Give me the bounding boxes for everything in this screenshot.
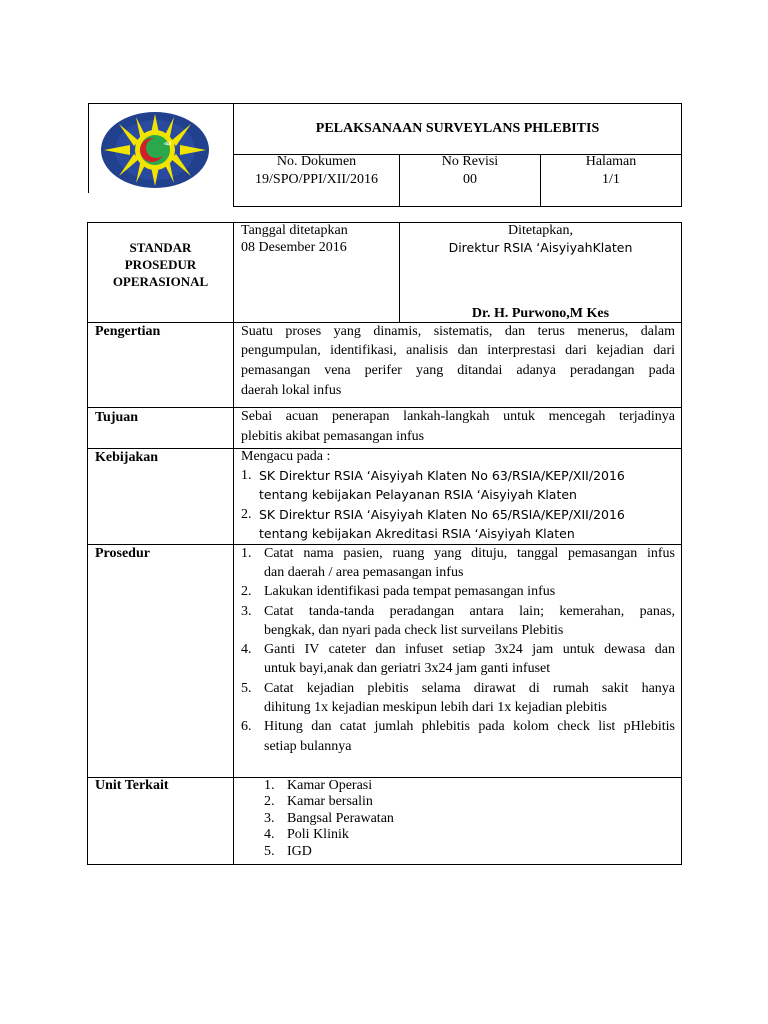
unit-item-1-text: Kamar Operasi — [287, 778, 373, 793]
prosedur-item-2-num: 2. — [241, 584, 252, 599]
unit-item-2-num: 2. — [264, 794, 275, 809]
pengertian-line-2: pengumpulan, identifikasi, analisis dan interprestasi dari kejadian dari — [241, 343, 675, 358]
approved-by-title: Direktur RSIA ‘AisyiyahKlaten — [448, 240, 633, 255]
hospital-logo — [94, 108, 220, 196]
unit-item-5-num: 5. — [264, 844, 275, 859]
kebijakan-item-1-num: 1. — [241, 468, 252, 483]
revision-label: No Revisi — [441, 154, 499, 169]
tujuan-line-1: Sebai acuan penerapan lankah-langkah untuk mencegah terjadinya — [241, 409, 675, 424]
page-value: 1/1 — [602, 172, 620, 187]
date-label: Tanggal ditetapkan — [241, 223, 348, 238]
prosedur-item-6-line2: setiap bulannya — [264, 739, 352, 754]
prosedur-item-4-line2: untuk bayi,anak dan geriatri 3x24 jam ganti infuset — [264, 661, 551, 676]
sop-label-line3: OPERASIONAL — [112, 274, 209, 289]
kebijakan-item-2-line2: tentang kebijakan Akreditasi RSIA ‘Aisyiyah Klaten — [259, 526, 575, 541]
unit-item-4-text: Poli Klinik — [287, 827, 349, 842]
tujuan-label: Tujuan — [95, 410, 139, 425]
pengertian-line-3: pemasangan vena perifer yang ditandai adanya peradangan pada — [241, 363, 675, 378]
kebijakan-intro: Mengacu pada : — [241, 449, 331, 464]
kebijakan-item-1-line2: tentang kebijakan Pelayanan RSIA ‘Aisyiyah Klaten — [259, 487, 577, 502]
doc-number-value: 19/SPO/PPI/XII/2016 — [255, 172, 378, 187]
document-title: PELAKSANAAN SURVEYLANS PHLEBITIS — [315, 121, 600, 136]
kebijakan-item-2-line1: SK Direktur RSIA ‘Aisyiyah Klaten No 65/RSIA/KEP/XII/2016 — [259, 507, 625, 522]
prosedur-label: Prosedur — [95, 546, 150, 561]
prosedur-item-3-line2: bengkak, dan nyari pada check list surveilans Plebitis — [264, 623, 564, 638]
pengertian-label: Pengertian — [95, 324, 161, 339]
prosedur-item-1-line2: dan daerah / area pemasangan infus — [264, 565, 464, 580]
prosedur-item-6-num: 6. — [241, 719, 252, 734]
unit-item-3-num: 3. — [264, 811, 275, 826]
pengertian-line-1: Suatu proses yang dinamis, sistematis, dan terus menerus, dalam — [241, 324, 675, 339]
prosedur-item-1-line1: Catat nama pasien, ruang yang dituju, tanggal pemasangan infus — [264, 546, 675, 561]
page-label: Halaman — [585, 154, 637, 169]
prosedur-item-4-line1: Ganti IV cateter dan infuset setiap 3x24 jam untuk dewasa dan — [264, 642, 675, 657]
unit-item-4-num: 4. — [264, 827, 275, 842]
kebijakan-item-2-num: 2. — [241, 507, 252, 522]
doc-number-label: No. Dokumen — [276, 154, 357, 169]
kebijakan-label: Kebijakan — [95, 450, 159, 465]
prosedur-item-5-line2: dihitung 1x kejadian meskipun lebih dari 1x kejadian plebitis — [264, 700, 607, 715]
unit-item-2-text: Kamar bersalin — [287, 794, 373, 809]
sop-label-line1: STANDAR — [129, 240, 192, 255]
unit-terkait-label: Unit Terkait — [95, 778, 169, 793]
tujuan-line-2: plebitis akibat pemasangan infus — [241, 429, 425, 444]
revision-value: 00 — [463, 172, 477, 187]
prosedur-item-5-line1: Catat kejadian plebitis selama dirawat di rumah sakit hanya — [264, 681, 675, 696]
unit-item-5-text: IGD — [287, 844, 312, 859]
svg-text:ﷲ: ﷲ — [164, 140, 168, 147]
pengertian-line-4: daerah lokal infus — [241, 383, 342, 398]
unit-item-3-text: Bangsal Perawatan — [287, 811, 394, 826]
prosedur-item-1-num: 1. — [241, 546, 252, 561]
sop-label-line2: PROSEDUR — [124, 257, 197, 272]
prosedur-item-6-line1: Hitung dan catat jumlah phlebitis pada kolom check list pHlebitis — [264, 719, 675, 734]
prosedur-item-5-num: 5. — [241, 681, 252, 696]
signatory-name: Dr. H. Purwono,M Kes — [471, 306, 610, 321]
prosedur-item-3-num: 3. — [241, 604, 252, 619]
prosedur-item-3-line1: Catat tanda-tanda peradangan antara lain; kemerahan, panas, — [264, 604, 675, 619]
date-value: 08 Desember 2016 — [241, 240, 347, 255]
unit-item-1-num: 1. — [264, 778, 275, 793]
prosedur-item-4-num: 4. — [241, 642, 252, 657]
kebijakan-item-1-line1: SK Direktur RSIA ‘Aisyiyah Klaten No 63/RSIA/KEP/XII/2016 — [259, 468, 625, 483]
prosedur-item-2-line1: Lakukan identifikasi pada tempat pemasangan infus — [264, 584, 556, 599]
approved-label: Ditetapkan, — [508, 223, 573, 238]
